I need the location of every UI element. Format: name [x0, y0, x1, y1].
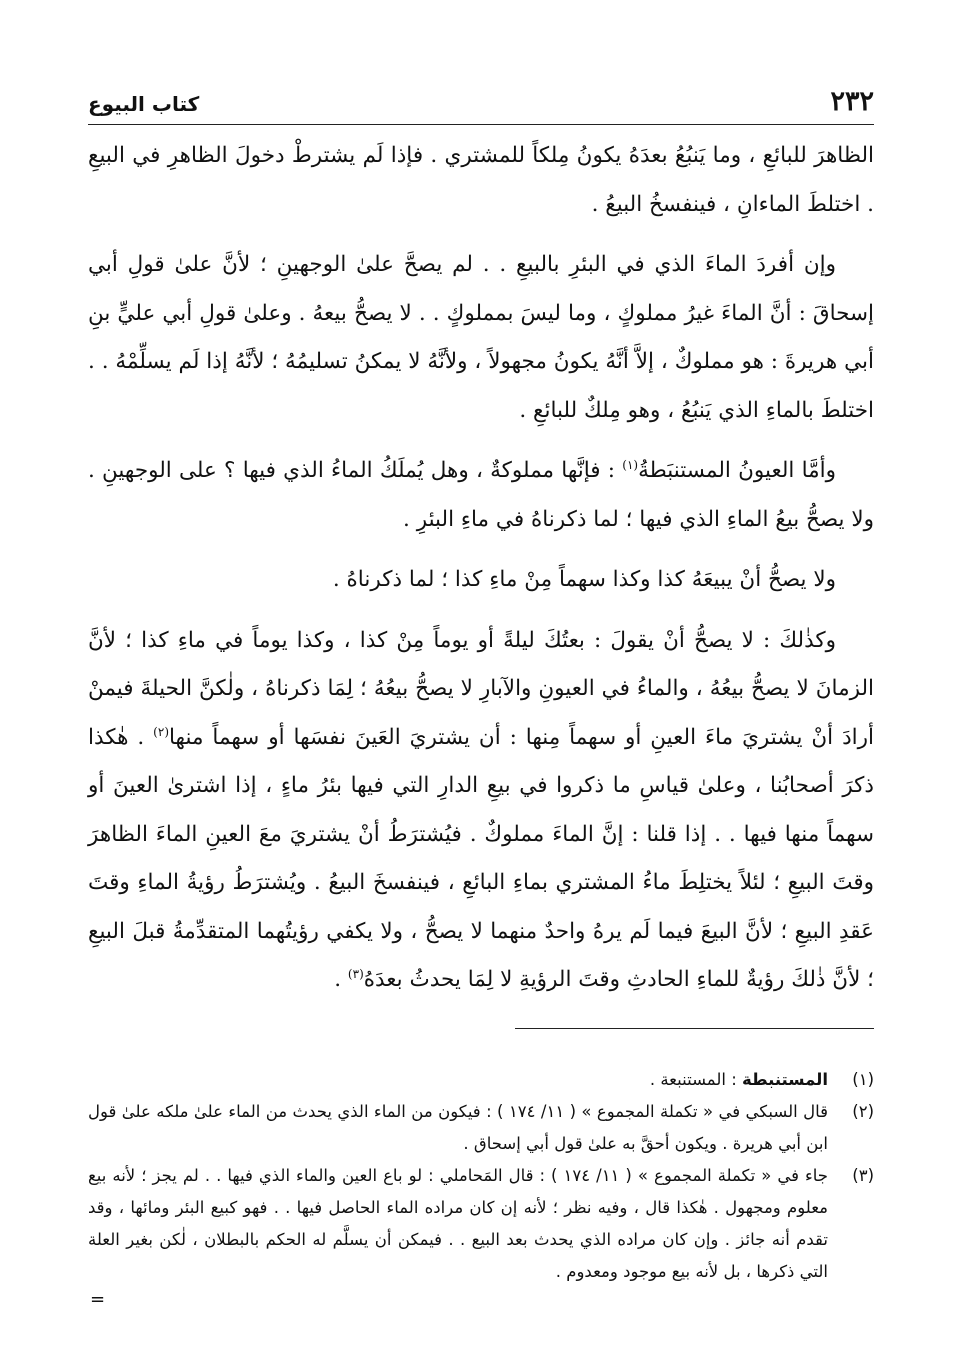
paragraph-3-text-a: وأمَّا العيونُ المستنبَطةُ [638, 458, 836, 483]
paragraph-5-text-b: . هٰكذا ذكرَ أصحابُنا ، وعلىٰ قياسِ ما ذكروا في بيعِ الدارِ التي فيها بئرُ ماءٍ ، إذا اشترىٰ العينَ أو سهماً منها فيها . . إذا قلنا : إنَّ الماءَ مملوكٌ . فيُشترَطُ أنْ يشتريَ معَ العينِ الماءَ الظاهرَ وقتَ البيعِ ؛ لئلاً يختلِطَ ماءُ المشتري بماءِ البائعِ ، فينفسخَ البيعُ . ويُشترَطُ رؤيةُ الماءِ وقتَ عَقدِ البيعِ ؛ لأنَّ البيعَ فيما لَم يرهُ واحدٌ منهما لا يصحُّ ، ولا يكفي رؤيتُهما المتقدِّمةُ قبلَ البيعِ ؛ لأنَّ ذٰلكَ رؤيةٌ للماءِ الحادثِ وقتَ الرؤيةِ لا لِمَا يحدثُ بعدَهُ [88, 724, 874, 992]
footnotes [88, 1064, 874, 1288]
paragraph-2: وإن أفردَ الماءَ الذي في البئرِ بالبيعِ . . لم يصحَّ علىٰ الوجهينِ ؛ لأنَّ علىٰ قولِ أبي إسحاقَ : أنَّ الماءَ غيرُ مملوكٍ ، وما ليسَ بمملوكٍ . . لا يصحُّ بيعهُ . وعلىٰ قولِ أبي عليٍّ بنِ أبي هريرةَ : هو مملوكٌ ، إلاَّ أنَّهُ يكونُ مجهولاً ، ولأنَّهُ لا يمكنُ تسليمُهُ ؛ لأنَّهُ إذا لَم يسلِّمْهُ . . اختلطَ بالماءِ الذي يَنبُعُ ، وهو مِلكٌ للبائعِ . [88, 252, 874, 423]
footnote-1 [88, 1064, 874, 1096]
paragraph-1: الظاهرَ للبائعِ ، وما يَنبُعُ بعدَهُ يكونُ مِلكاً للمشتري . فإذا لَم يشترطْ دخولَ الظاهرِ في البيعِ . اختلطَ الماءانِ ، فينفسخُ البيعُ . [88, 143, 874, 217]
footnote-text: : المستنبعة . [649, 1070, 742, 1089]
paragraph-3-text-b: : فإنَّها مملوكةٌ ، وهل يُملَكُ الماءُ الذي فيها ؟ على الوجهينِ . ولا يصحُّ بيعُ الماءِ الذي فيها ؛ لما ذكرناهُ في ماءِ البئرِ . [88, 458, 874, 532]
paragraph-5-text-a: وكذٰلكَ : لا يصحُّ أنْ يقولَ : بعتُكَ ليلةً أو يوماً مِنْ كذا ، وكذا يوماً في ماءِ كذا ؛ لأنَّ الزمانَ لا يصحُّ بيعُهُ ، والماءُ في العيونِ والآبارِ لا يصحُّ بيعُهُ ؛ لِمَا ذكرناهُ ، ولٰكنَّ الحيلةَ فيمنْ أرادَ أنْ يشتريَ ماءَ العينِ أو سهماً مِنها : أن يشتريَ العَينَ نفسَها أو سهماً منها [88, 627, 874, 750]
page-header [88, 84, 874, 125]
paragraph-5 [88, 617, 874, 1005]
footnote-ref-2: (٢) [153, 724, 169, 739]
footnote-ref-1: (١) [622, 457, 639, 472]
footnote-2 [88, 1096, 874, 1160]
footnote-number: (٢) [852, 1102, 874, 1121]
main-text [88, 132, 874, 1017]
paragraph-3 [88, 447, 874, 544]
paragraph-5-text-c: . [334, 967, 348, 992]
footnote-text: جاء في « تكملة المجموع » ( ١١/ ١٧٤ ) : قال المَحاملي : لو باع العين والماء الذي فيها . . لم يجز ؛ لأنه بيع معلوم ومجهول . هٰكذا قال ، وفيه نظر ؛ لأنه إن كان مراده الماء الحاصل فيها . . فهو كبيع البئر ومائها ، وقد تقدم أنه جائز . وإن كان مراده الذي يحدث بعد البيع . . فيمكن أن يسلَّم له الحكم بالبطلان ، لٰكن بغير العلة التي ذكرها ، بل لأنه بيع موجود ومعدوم . [88, 1166, 828, 1281]
paragraph-4: ولا يصحُّ أنْ يبيعَهُ كذا وكذا سهماً مِنْ ماءِ كذا ؛ لما ذكرناهُ . [332, 567, 836, 592]
footnote-ref-3: (٣) [347, 966, 364, 981]
footnote-number: (١) [852, 1070, 874, 1089]
footnote-number: (٣) [852, 1166, 874, 1185]
footnote-3 [88, 1160, 874, 1288]
footnote-separator [515, 1028, 874, 1029]
footnote-text: قال السبكي في « تكملة المجموع » ( ١١/ ١٧٤ ) : فيكون من الماء الذي يحدث من الماء علىٰ ملكه علىٰ قول ابن أبي هريرة . ويكون أحقَّ به علىٰ قول أبي إسحاق . [88, 1102, 828, 1153]
footnote-term: المستنبطة [742, 1070, 828, 1089]
running-title: كتاب البيوع [88, 92, 200, 116]
continuation-mark: = [90, 1289, 106, 1310]
page-number: ٢٣٢ [830, 86, 874, 117]
